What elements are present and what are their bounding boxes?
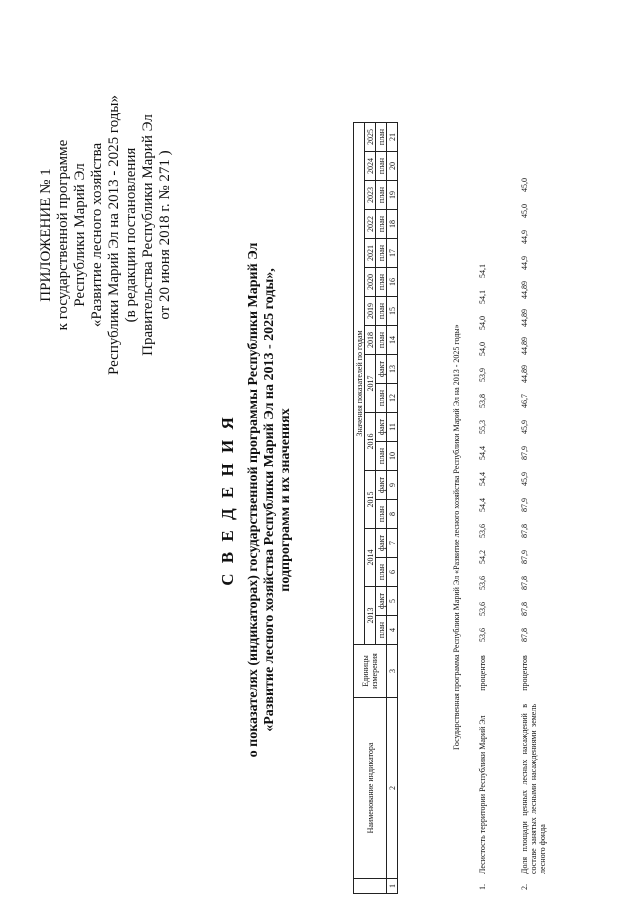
column-number: 19 [387, 181, 398, 210]
appendix-line: Республики Марий Эл [72, 163, 88, 307]
value-cell: 44,9 [520, 256, 529, 270]
value-cell: 54,0 [478, 316, 487, 330]
title-line: подпрограмм и их значениях [278, 408, 293, 592]
column-number: 2 [387, 698, 398, 879]
column-number: 6 [387, 558, 398, 587]
column-number: 4 [387, 616, 398, 645]
appendix-line: Республики Марий Эл на 2013 - 2025 годы» [106, 95, 122, 375]
row-number: 2. [520, 884, 529, 890]
appendix-block [38, 70, 174, 400]
value-cell: 45,0 [520, 178, 529, 192]
year-cell: 2015 [365, 471, 376, 529]
year-cell: 2022 [365, 210, 376, 239]
column-number: 21 [387, 123, 398, 152]
indicator-unit: процентов [478, 655, 487, 691]
header-cell-values: Значения показателей по годам [354, 123, 365, 645]
value-cell: 54,0 [478, 342, 487, 356]
year-cell: 2018 [365, 326, 376, 355]
value-cell: 44,9 [520, 230, 529, 244]
plan-cell: план [376, 268, 387, 297]
column-number: 3 [387, 645, 398, 698]
value-cell: 44,89 [520, 281, 529, 299]
value-cell: 53,6 [478, 602, 487, 616]
indicator-name: Доля площади ценных лесных насаждений в составе занятых лесными насаждениями земель лесного фонда [520, 704, 547, 874]
table-row [478, 74, 508, 894]
value-cell: 53,6 [478, 628, 487, 642]
header-cell-name: Наименование индикатора [354, 698, 387, 879]
title-line: «Развитие лесного хозяйства Республики Марий Эл на 2013 - 2025 годы», [262, 268, 277, 732]
column-number: 12 [387, 384, 398, 413]
value-cell: 87,8 [520, 602, 529, 616]
appendix-line: ПРИЛОЖЕНИЕ № 1 [38, 168, 54, 302]
plan-cell: план [376, 152, 387, 181]
fact-cell: факт [376, 413, 387, 442]
indicator-values [478, 258, 487, 648]
column-number: 11 [387, 413, 398, 442]
program-heading: Государственная программа Республики Марий Эл «Развитие лесного хозяйства Республики Марий Эл на 2013 - 2025 годы» [452, 324, 461, 750]
year-cell: 2017 [365, 355, 376, 413]
value-cell: 44,89 [520, 337, 529, 355]
value-cell: 44,89 [520, 365, 529, 383]
value-cell: 54,4 [478, 472, 487, 486]
value-cell: 45,0 [520, 204, 529, 218]
plan-cell: план [376, 123, 387, 152]
appendix-line: (в редакции постановления [123, 147, 139, 323]
indicator-values [520, 172, 529, 648]
appendix-line: к государственной программе [55, 139, 71, 331]
value-cell: 55,3 [478, 420, 487, 434]
plan-cell: план [376, 326, 387, 355]
plan-cell: план [376, 558, 387, 587]
plan-cell: план [376, 442, 387, 471]
column-number: 7 [387, 529, 398, 558]
year-cell: 2016 [365, 413, 376, 471]
plan-cell: план [376, 616, 387, 645]
appendix-line: от 20 июня 2018 г. № 271 ) [157, 150, 173, 320]
appendix-line: Правительства Республики Марий Эл [140, 114, 156, 356]
plan-cell: план [376, 500, 387, 529]
value-cell: 45,9 [520, 472, 529, 486]
fact-cell: факт [376, 471, 387, 500]
plan-cell: план [376, 181, 387, 210]
value-cell: 54,2 [478, 550, 487, 564]
value-cell: 54,4 [478, 498, 487, 512]
value-cell: 87,9 [520, 550, 529, 564]
year-cell: 2014 [365, 529, 376, 587]
column-number: 15 [387, 297, 398, 326]
appendix-line: «Развитие лесного хозяйства [89, 142, 105, 328]
table-row [520, 14, 580, 894]
plan-cell: план [376, 297, 387, 326]
value-cell: 54,1 [478, 264, 487, 278]
plan-cell: план [376, 210, 387, 239]
value-cell: 54,1 [478, 290, 487, 304]
value-cell: 87,8 [520, 628, 529, 642]
plan-cell: план [376, 384, 387, 413]
fact-cell: факт [376, 355, 387, 384]
title-line: о показателях (индикаторах) государственной программы Республики Марий Эл [246, 242, 261, 758]
column-number: 8 [387, 500, 398, 529]
column-number: 18 [387, 210, 398, 239]
column-number: 20 [387, 152, 398, 181]
value-cell: 54,4 [478, 446, 487, 460]
indicator-name: Лесистость территории Республики Марий Эл [478, 715, 487, 874]
column-number: 16 [387, 268, 398, 297]
value-cell: 44,89 [520, 309, 529, 327]
value-cell: 87,9 [520, 498, 529, 512]
value-cell: 87,8 [520, 524, 529, 538]
title-heading: С В Е Д Е Н И Я [218, 414, 237, 586]
year-cell: 2020 [365, 268, 376, 297]
column-number: 13 [387, 355, 398, 384]
fact-cell: факт [376, 587, 387, 616]
value-cell: 87,8 [520, 576, 529, 590]
column-number: 1 [387, 879, 398, 894]
header-cell-num [354, 879, 387, 894]
value-cell: 46,7 [520, 394, 529, 408]
year-cell: 2021 [365, 239, 376, 268]
value-cell: 45,9 [520, 420, 529, 434]
value-cell: 53,9 [478, 368, 487, 382]
indicators-table-header [353, 122, 398, 894]
year-cell: 2019 [365, 297, 376, 326]
year-cell: 2023 [365, 181, 376, 210]
row-number: 1. [478, 884, 487, 890]
indicator-unit: процентов [520, 655, 529, 691]
value-cell: 53,6 [478, 576, 487, 590]
value-cell: 87,9 [520, 446, 529, 460]
column-number: 14 [387, 326, 398, 355]
year-cell: 2013 [365, 587, 376, 645]
value-cell: 53,6 [478, 524, 487, 538]
plan-cell: план [376, 239, 387, 268]
column-number: 17 [387, 239, 398, 268]
year-cell: 2025 [365, 123, 376, 152]
fact-cell: факт [376, 529, 387, 558]
column-number: 9 [387, 471, 398, 500]
year-cell: 2024 [365, 152, 376, 181]
header-cell-unit: Единицы измерения [354, 645, 387, 698]
document-title [218, 220, 294, 780]
column-number: 10 [387, 442, 398, 471]
column-number: 5 [387, 587, 398, 616]
value-cell: 53,8 [478, 394, 487, 408]
